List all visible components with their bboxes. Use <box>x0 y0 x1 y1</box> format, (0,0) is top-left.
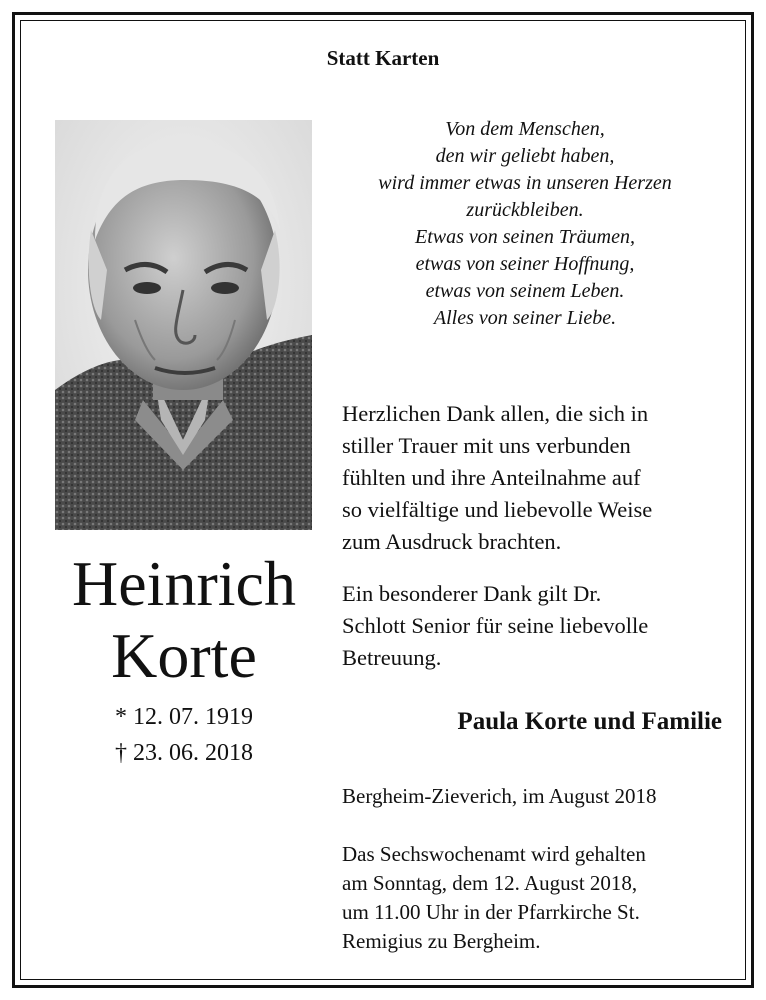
special-thanks-line: Ein besonderer Dank gilt Dr. <box>342 581 602 606</box>
poem-line: wird immer etwas in unseren Herzen <box>378 172 672 194</box>
poem-line: etwas von seinem Leben. <box>425 280 625 302</box>
thanks-line: Herzlichen Dank allen, die sich in <box>342 401 649 426</box>
header-title: Statt Karten <box>326 46 440 70</box>
thanks-paragraph <box>342 398 722 558</box>
poem-line: Alles von seiner Liebe. <box>433 307 617 329</box>
death-date: † 23. 06. 2018 <box>115 740 253 766</box>
poem-line: den wir geliebt haben, <box>435 145 615 167</box>
signature: Paula Korte und Familie <box>457 708 722 735</box>
special-thanks-line: Betreuung. <box>342 645 442 670</box>
mass-line: am Sonntag, dem 12. August 2018, <box>342 871 638 895</box>
mass-notice <box>342 840 722 956</box>
mass-line: um 11.00 Uhr in der Pfarrkirche St. <box>342 900 640 924</box>
first-name: Heinrich <box>72 548 296 619</box>
thanks-line: fühlten und ihre Anteilnahme auf <box>342 465 641 490</box>
special-thanks-line: Schlott Senior für seine liebevolle <box>342 613 649 638</box>
mass-line: Das Sechswochenamt wird gehalten <box>342 842 646 866</box>
birth-date: * 12. 07. 1919 <box>115 704 253 730</box>
thanks-line: stiller Trauer mit uns verbunden <box>342 433 631 458</box>
last-name: Korte <box>111 620 257 691</box>
poem-line: Von dem Menschen, <box>445 118 605 140</box>
poem <box>330 116 720 332</box>
thanks-line: so vielfältige und liebevolle Weise <box>342 497 653 522</box>
place-date: Bergheim-Zieverich, im August 2018 <box>342 784 657 808</box>
thanks-line: zum Ausdruck brachten. <box>342 529 562 554</box>
special-thanks-paragraph <box>342 578 722 674</box>
mass-line: Remigius zu Bergheim. <box>342 929 541 953</box>
poem-line: Etwas von seinen Träumen, <box>415 226 635 248</box>
portrait-photo <box>55 120 312 530</box>
deceased-name <box>34 548 334 692</box>
poem-line: etwas von seiner Hoffnung, <box>415 253 635 275</box>
poem-line: zurückbleiben. <box>466 199 584 221</box>
